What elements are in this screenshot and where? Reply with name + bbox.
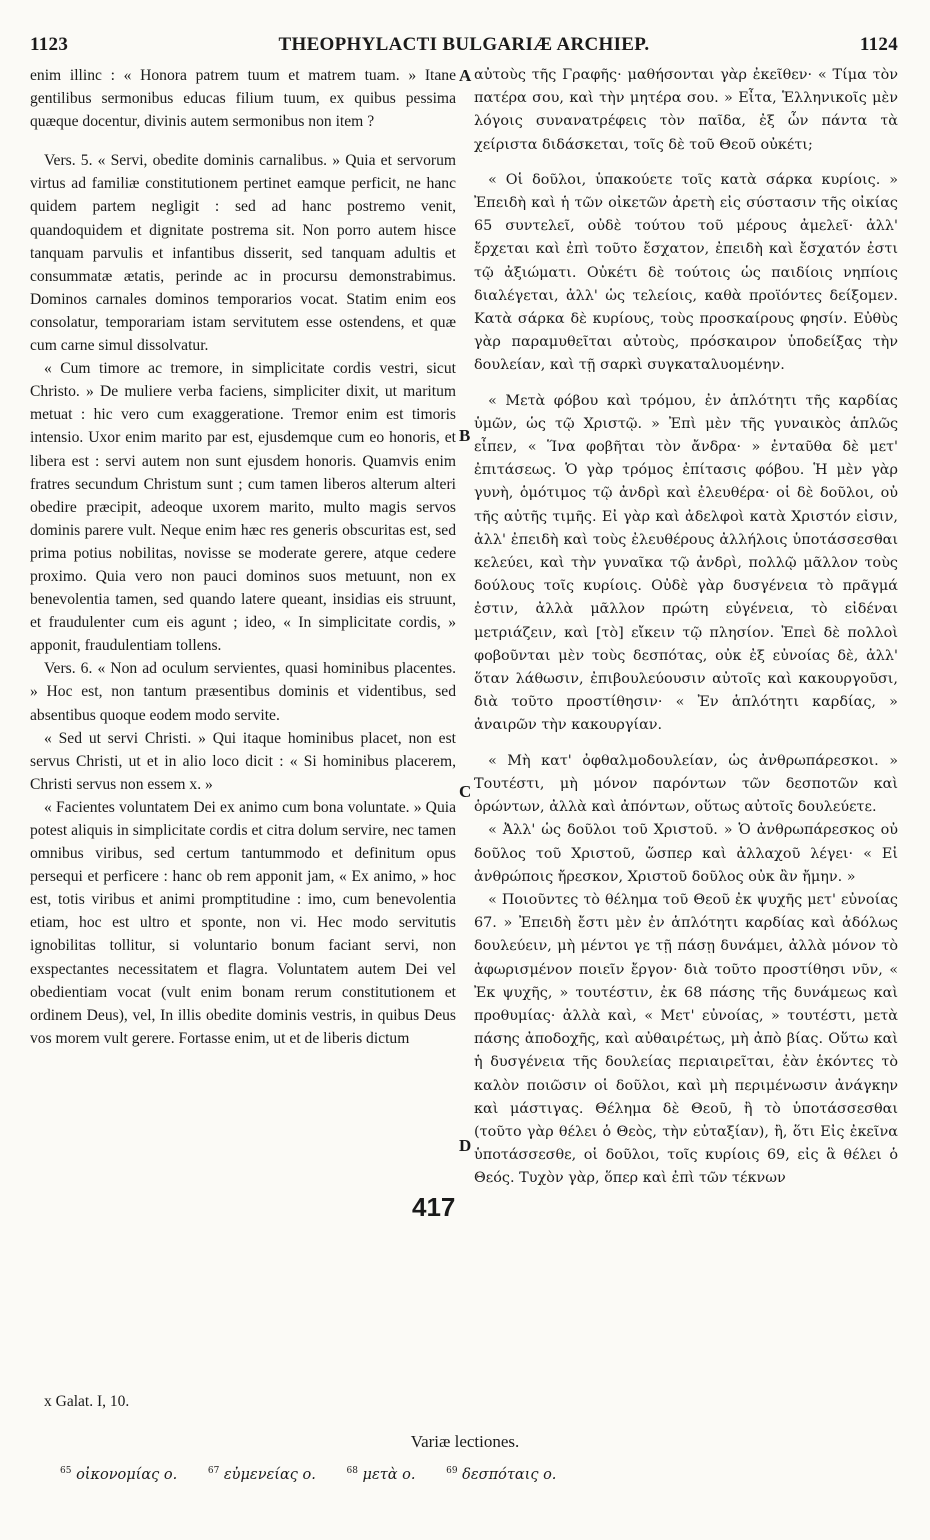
latin-paragraph: « Facientes voluntatem Dei ex animo cum bona voluntate. » Quia potest aliquis in simplicitate cordis et citra dolum servire, nec tamen omnibus viribus, sed certum tantummodo et definitum opus persequi et perficere : hanc ob rem apponit jam, « Ex animo, » hoc est, totis viribus et animi promptitudine : imo, cum benevolentia etiam, hoc est ultro et sponte, non vi. Hec modo servitutis ignobilitas tollitur, si voluntario bonum faciant servi, non exspectantes necessitatem et flagra. Voluntatem autem Dei vel obedientiam vocat (vult enim bonam rerum constitutionem et ordinem Deus), vel, In illis obedite dominis vestris, in quibus Deus vos morem vult gerere. Fortasse enim, ut et de liberis dictum: [30, 798, 456, 1047]
latin-paragraph: Vers. 5. « Servi, obedite dominis carnalibus. » Quia et servorum virtus ad familiæ constitutionem pertinet eamque perficit, ne hanc quidem partem negligit : sed ad hanc postremo venit, quandoquidem et dignitate postrema sit. Non porro autem hisce tanquam parvulis et infantibus disserit, sed tanquam adultis et consummatæ ætatis, perinde ac in procursu demonstrabimus. Dominos carnales dominos temporarios vocat. Statim enim eos consolatur, temporariam istam servitutem esse ostendens, et quæ cum carne simul dissolvatur.: [30, 152, 456, 355]
greek-paragraph: « Ἀλλ' ὡς δοῦλοι τοῦ Χριστοῦ. » Ὁ ἀνθρωπάρεσκος οὐ δοῦλος τοῦ Χριστοῦ, ὥσπερ καὶ ἀλλαχοῦ λέγει· « Εἰ ἀνθρώποις ἤρεσκον, Χριστοῦ δοῦλος οὐκ ἂν ἤμην. »: [474, 822, 898, 885]
variae-lectiones-list: [60, 1466, 582, 1483]
margin-marker-a: A: [459, 66, 472, 85]
greek-paragraph: « Ποιοῦντες τὸ θέλημα τοῦ Θεοῦ ἐκ ψυχῆς μετ' εὐνοίας 67. » Ἐπειδὴ ἔστι μὲν ἐν ἁπλότητι καρδίας καὶ ἀδόλως δουλεύειν, μὴ μέντοι γε τῇ πάσῃ δυνάμει, ἀλλὰ μόνον τὸ ἀφωρισμένον ποιεῖν ἔργον· διὰ τοῦτο προστίθησι νῦν, « Ἐκ ψυχῆς, » τουτέστιν, ἐκ 68 πάσης τῆς δυνάμεως καὶ προθυμίας· ἀλλὰ καὶ, « Μετ' εὐνοίας, » τουτέστι, μετὰ πάσης ἀποδοχῆς, καὶ αὐθαιρέτως, μὴ ἀπὸ βίας. Οὕτω καὶ ἡ δυσγένεια τῆς δουλείας περιαιρεῖται, ἐὰν ἑκόντες τὸ καλὸν ποιῶσιν οἱ δοῦλοι, καὶ μὴ περιμένωσιν ἀνάγκην καὶ μάστιγας. Θέλημα δὲ Θεοῦ, ἢ τὸ ὑποτάσσεσθαι (τοῦτο γὰρ θέλει ὁ Θεὸς, τὴν εὐταξίαν), ἢ, ὅτι Εἰς ἐκεῖνα ὑποτάσσεσθε, οἱ δοῦλοι, τοῖς κυρίοις 69, εἰς ἃ θέλει ὁ Θεός. Τυχὸν γὰρ, ὅπερ καὶ ἐπὶ τῶν τέκνων: [474, 891, 898, 1187]
latin-paragraph: « Sed ut servi Christi. » Qui itaque hominibus placet, non est servus Christi, ut et in alio loco dicit : « Si hominibus placerem, Christi servus non essem x. »: [30, 729, 456, 793]
column-reference-number: 417: [412, 1192, 456, 1222]
margin-marker-b: B: [459, 426, 471, 445]
greek-paragraph: « Μετὰ φόβου καὶ τρόμου, ἐν ἁπλότητι τῆς καρδίας ὑμῶν, ὡς τῷ Χριστῷ. » Ἐπὶ μὲν τῆς γυναικὸς ἁπλῶς εἶπεν, « Ἵνα φοβῆται τὸν ἄνδρα· » ἐνταῦθα δὲ μετ' ἐπιτάσεως. Ὁ γὰρ τρόμος ἐπίτασις φόβου. Ἡ μὲν γὰρ γυνὴ, ὁμότιμος τῷ ἀνδρὶ καὶ ἐλευθέρα· οἱ δὲ δοῦλοι, οὐ τῆς αὐτῆς τιμῆς. Εἰ γὰρ καὶ ἀδελφοὶ κατὰ Χριστόν εἰσιν, ἀλλ' ἐπειδὴ καὶ τοὺς ἐλευθέρους ἀλλήλοις ὑποτάσσεσθαι κελεύει, καὶ τὴν γυναῖκα τῷ ἀνδρὶ, πολλῷ μᾶλλον τοὺς δούλους τοῖς κυρίοις. Οὐδὲ γὰρ δυσγένεια τὸ πρᾶγμά ἐστιν, ἀλλὰ μᾶλλον πρώτη εὐγένεια, τὸ εἰδέναι μετριάζειν, καὶ [τὸ] εἴκειν τῷ πλησίον. Ἐπεὶ δὲ πολλοὶ φοβοῦνται μὲν τοὺς δεσπότας, οὐκ ἐξ εὐνοίας δὲ, ἀλλ' ὅταν λάθωσιν, ἐπιβουλεύουσιν αὐτοῖς καὶ κακουργοῦσι, διὰ τοῦτο προστίθησιν· « Ἐν ἁπλότητι καρδίας, » ἀναιρῶν τὴν κακουργίαν.: [474, 392, 898, 734]
variant-reading: $^{67}$ εὐμενείας ο.: [207, 1466, 316, 1483]
page-header: [30, 30, 898, 62]
page-number-right: 1124: [859, 34, 898, 55]
latin-paragraph: Vers. 6. « Non ad oculum servientes, quasi hominibus placentes. » Hoc est, non tantum præsentibus dominis et videntibus, sed absentibus quoque eodem modo servite.: [30, 660, 456, 724]
running-title: THEOPHYLACTI BULGARIÆ ARCHIEP.: [278, 34, 650, 55]
greek-paragraph: « Οἱ δοῦλοι, ὑπακούετε τοῖς κατὰ σάρκα κυρίοις. » Ἐπειδὴ καὶ ἡ τῶν οἰκετῶν ἀρετὴ εἰς σύστασιν τῆς οἰκίας 65 συντελεῖ, οὐδὲ τούτου τοῦ μέρους ἀμελεῖ· ἀλλ' ἔρχεται καὶ ἐπὶ τοῦτο ἔσχατον, ἐπειδὴ καὶ ἔσχατόν ἐστι τῷ ἀξιώματι. Οὐκέτι δὲ τούτοις ὡς παιδίοις νηπίοις διαλέγεται, ἀλλ' ὡς τελείοις, καθὰ προϊόντες δείξομεν. Κατὰ σάρκα δὲ κυρίους, τοὺς προσκαίρους φησίν. Εὐθὺς γὰρ παραμυθεῖται αὐτοὺς, πρόσκαιρον ὑποδείξας τὴν δουλείαν, καὶ τῇ σαρκὶ συγκαταλυομένην.: [474, 171, 898, 374]
page-number-left: 1123: [30, 34, 69, 55]
variant-reading: $^{65}$ οἰκονομίας ο.: [60, 1466, 178, 1483]
latin-paragraph: « Cum timore ac tremore, in simplicitate cordis vestri, sicut Christo. » De muliere verba faciens, simpliciter dixit, ut maritum metuat : hic vero cum exaggeratione. Tremor enim est timoris intensio. Uxor enim marito par est, ejusdemque cum eo honoris, et libera est : servi autem non sunt ejusdem honoris. Quamvis enim fratres secundum Christum sunt ; cum tamen liberos alterum alteri obedire præcipit, adeoque uxorem marito, multo magis servos dominis parere vult. Neque enim hæc res generis obscuritas est, sed prima potius nobilitas, novisse se moderate gerere, atque cedere proximo. Quia vero non pauci dominos suos metuunt, non ex benevolentia tamen, sed quando latere queant, insidias eis struunt, et fraudulenter cum eis agunt ; ideo, « In simplicitate cordis, » apponit, fraudulentiam tollens.: [30, 360, 456, 655]
margin-marker-d: D: [459, 1136, 472, 1155]
greek-column: [474, 64, 898, 1191]
footnote: x Galat. I, 10.: [44, 1393, 130, 1410]
variant-reading: $^{68}$ μετὰ ο.: [346, 1466, 416, 1483]
latin-paragraph: enim illinc : « Honora patrem tuum et matrem tuam. » Itane gentilibus sermonibus educas filium tuum, ex quibus pessima quæque docentur, divinis autem sermonibus non item ?: [30, 67, 456, 131]
variae-lectiones-title: Variæ lectiones.: [410, 1432, 520, 1451]
greek-paragraph: « Μὴ κατ' ὀφθαλμοδουλείαν, ὡς ἀνθρωπάρεσκοι. » Τουτέστι, μὴ μόνον παρόντων τῶν δεσποτῶν καὶ ὁρώντων, ἀλλὰ καὶ ἀπόντων, οὕτως αὐτοῖς δουλεύετε.: [474, 752, 898, 816]
latin-column: [30, 64, 456, 1050]
margin-marker-c: C: [459, 782, 472, 801]
variant-reading: $^{69}$ δεσπόταις ο.: [446, 1466, 557, 1483]
greek-paragraph: αὐτοὺς τῆς Γραφῆς· μαθήσονται γὰρ ἐκεῖθεν· « Τίμα τὸν πατέρα σου, καὶ τὴν μητέρα σου. » Εἶτα, Ἑλληνικοῖς μὲν λόγοις συνανατρέφεις τὸν παῖδα, ἐξ ὧν πάντα τὰ χείριστα διδάσκεται, τοῖς δὲ τοῦ Θεοῦ οὐκέτι;: [474, 67, 898, 153]
